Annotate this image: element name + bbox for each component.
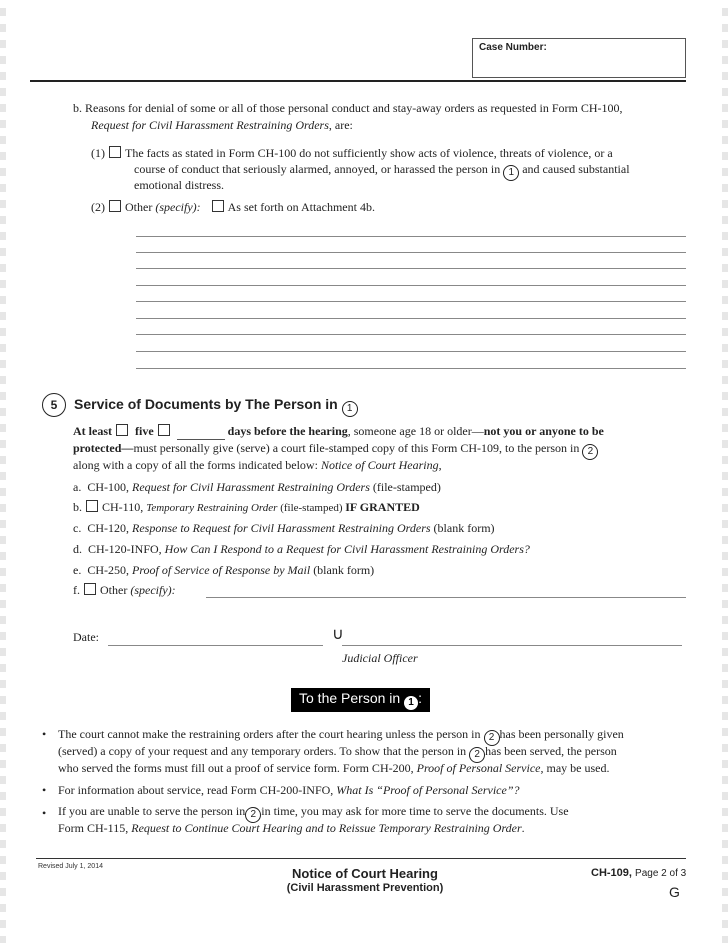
- circled-2: 2: [484, 730, 500, 746]
- revised-date: Revised July 1, 2014: [38, 863, 103, 870]
- blank-line[interactable]: [136, 268, 686, 269]
- bullet-1-line1: The court cannot make the restraining orders after the court hearing unless the person in 2 has been personally given: [58, 727, 624, 746]
- footer-subtitle: (Civil Harassment Prevention): [286, 882, 444, 894]
- blank-line[interactable]: [136, 285, 686, 286]
- five-days-checkbox[interactable]: [158, 424, 170, 436]
- blank-line[interactable]: [136, 301, 686, 302]
- circled-2: 2: [469, 747, 485, 763]
- reason-1-checkbox[interactable]: [109, 146, 121, 158]
- days-blank[interactable]: [177, 424, 225, 440]
- bullet-2: For information about service, read Form CH-200-INFO, What Is “Proof of Personal Service”?: [58, 783, 520, 797]
- service-item-f: f. Other (specify):: [73, 583, 176, 597]
- service-item-c: c. CH-120, Response to Request for Civil Harassment Restraining Orders (blank form): [73, 521, 495, 535]
- circled-1: 1: [404, 696, 418, 710]
- blank-line[interactable]: [136, 351, 686, 352]
- item-b-checkbox[interactable]: [86, 500, 98, 512]
- date-label: Date:: [73, 630, 99, 644]
- circled-1: 1: [342, 401, 358, 417]
- section-5-title: Service of Documents by The Person in 1: [74, 396, 358, 417]
- attachment-4b-checkbox[interactable]: [212, 200, 224, 212]
- circled-2: 2: [582, 444, 598, 460]
- reason-1-line2: course of conduct that seriously alarmed, annoyed, or harassed the person in 1 and caused substantial: [134, 162, 630, 181]
- item-f-checkbox[interactable]: [84, 583, 96, 595]
- blank-line[interactable]: [136, 318, 686, 319]
- document-page: [6, 0, 722, 943]
- reason-2-checkbox[interactable]: [109, 200, 121, 212]
- blank-line[interactable]: [136, 334, 686, 335]
- other-specify-line[interactable]: [206, 597, 686, 598]
- reason-2: (2) Other (specify): As set forth on Attachment 4b.: [91, 200, 375, 214]
- circled-1: 1: [503, 165, 519, 181]
- service-paragraph-line2: protected—must personally give (serve) a court file-stamped copy of this Form CH-109, to the person in 2: [73, 441, 598, 460]
- service-paragraph-line1: At least five days before the hearing, someone age 18 or older—not you or anyone to be: [73, 424, 604, 438]
- section-b-intro-2: Request for Civil Harassment Restraining Orders, are:: [91, 118, 353, 132]
- blank-line[interactable]: [136, 252, 686, 253]
- header-rule: [30, 80, 686, 82]
- service-paragraph-line3: along with a copy of all the forms indicated below: Notice of Court Hearing,: [73, 458, 442, 472]
- bullet-3-line1: If you are unable to serve the person in 2 in time, you may ask for more time to serve the documents. Use: [58, 804, 569, 823]
- circled-2: 2: [245, 807, 261, 823]
- bullet-1-line3: who served the forms must fill out a proof of service form. Form CH-200, Proof of Personal Service, may be used.: [58, 761, 610, 775]
- service-item-d: d. CH-120-INFO, How Can I Respond to a Request for Civil Harassment Restraining Orders?: [73, 542, 530, 556]
- service-item-e: e. CH-250, Proof of Service of Response by Mail (blank form): [73, 563, 375, 577]
- signature-mark-icon: ∪: [332, 626, 344, 643]
- blank-line[interactable]: [136, 236, 686, 237]
- bullet-icon: •: [42, 783, 47, 797]
- judicial-officer-label: Judicial Officer: [342, 651, 418, 665]
- reason-1: (1) The facts as stated in Form CH-100 do not sufficiently show acts of violence, threats of violence, or a: [91, 146, 613, 160]
- bullet-3-line2: Form CH-115, Request to Continue Court Hearing and to Reissue Temporary Restraining Order.: [58, 821, 525, 835]
- section-5-number: 5: [42, 393, 66, 417]
- signature-line[interactable]: [342, 645, 682, 646]
- service-item-a: a. CH-100, Request for Civil Harassment Restraining Orders (file-stamped): [73, 480, 441, 494]
- page-letter: G: [669, 884, 680, 900]
- footer-rule: [36, 858, 686, 859]
- bullet-icon: •: [42, 806, 47, 820]
- section-b-intro: b. Reasons for denial of some or all of those personal conduct and stay-away orders as requested in Form CH-100,: [73, 101, 623, 115]
- at-least-checkbox[interactable]: [116, 424, 128, 436]
- service-item-b: b. CH-110, Temporary Restraining Order (file-stamped) IF GRANTED: [73, 500, 420, 514]
- blank-line[interactable]: [136, 368, 686, 369]
- case-number-label: Case Number:: [479, 42, 547, 53]
- bullet-1-line2: (served) a copy of your request and any temporary orders. To show that the person in 2 has been served, the person: [58, 744, 617, 763]
- case-number-box[interactable]: [472, 38, 686, 78]
- footer-title: Notice of Court Hearing: [292, 866, 438, 881]
- form-id: CH-109, Page 2 of 3: [591, 867, 687, 879]
- bullet-icon: •: [42, 727, 47, 741]
- reason-1-line3: emotional distress.: [134, 178, 224, 192]
- to-person-banner: To the Person in 1 :: [291, 688, 430, 712]
- date-line[interactable]: [108, 645, 323, 646]
